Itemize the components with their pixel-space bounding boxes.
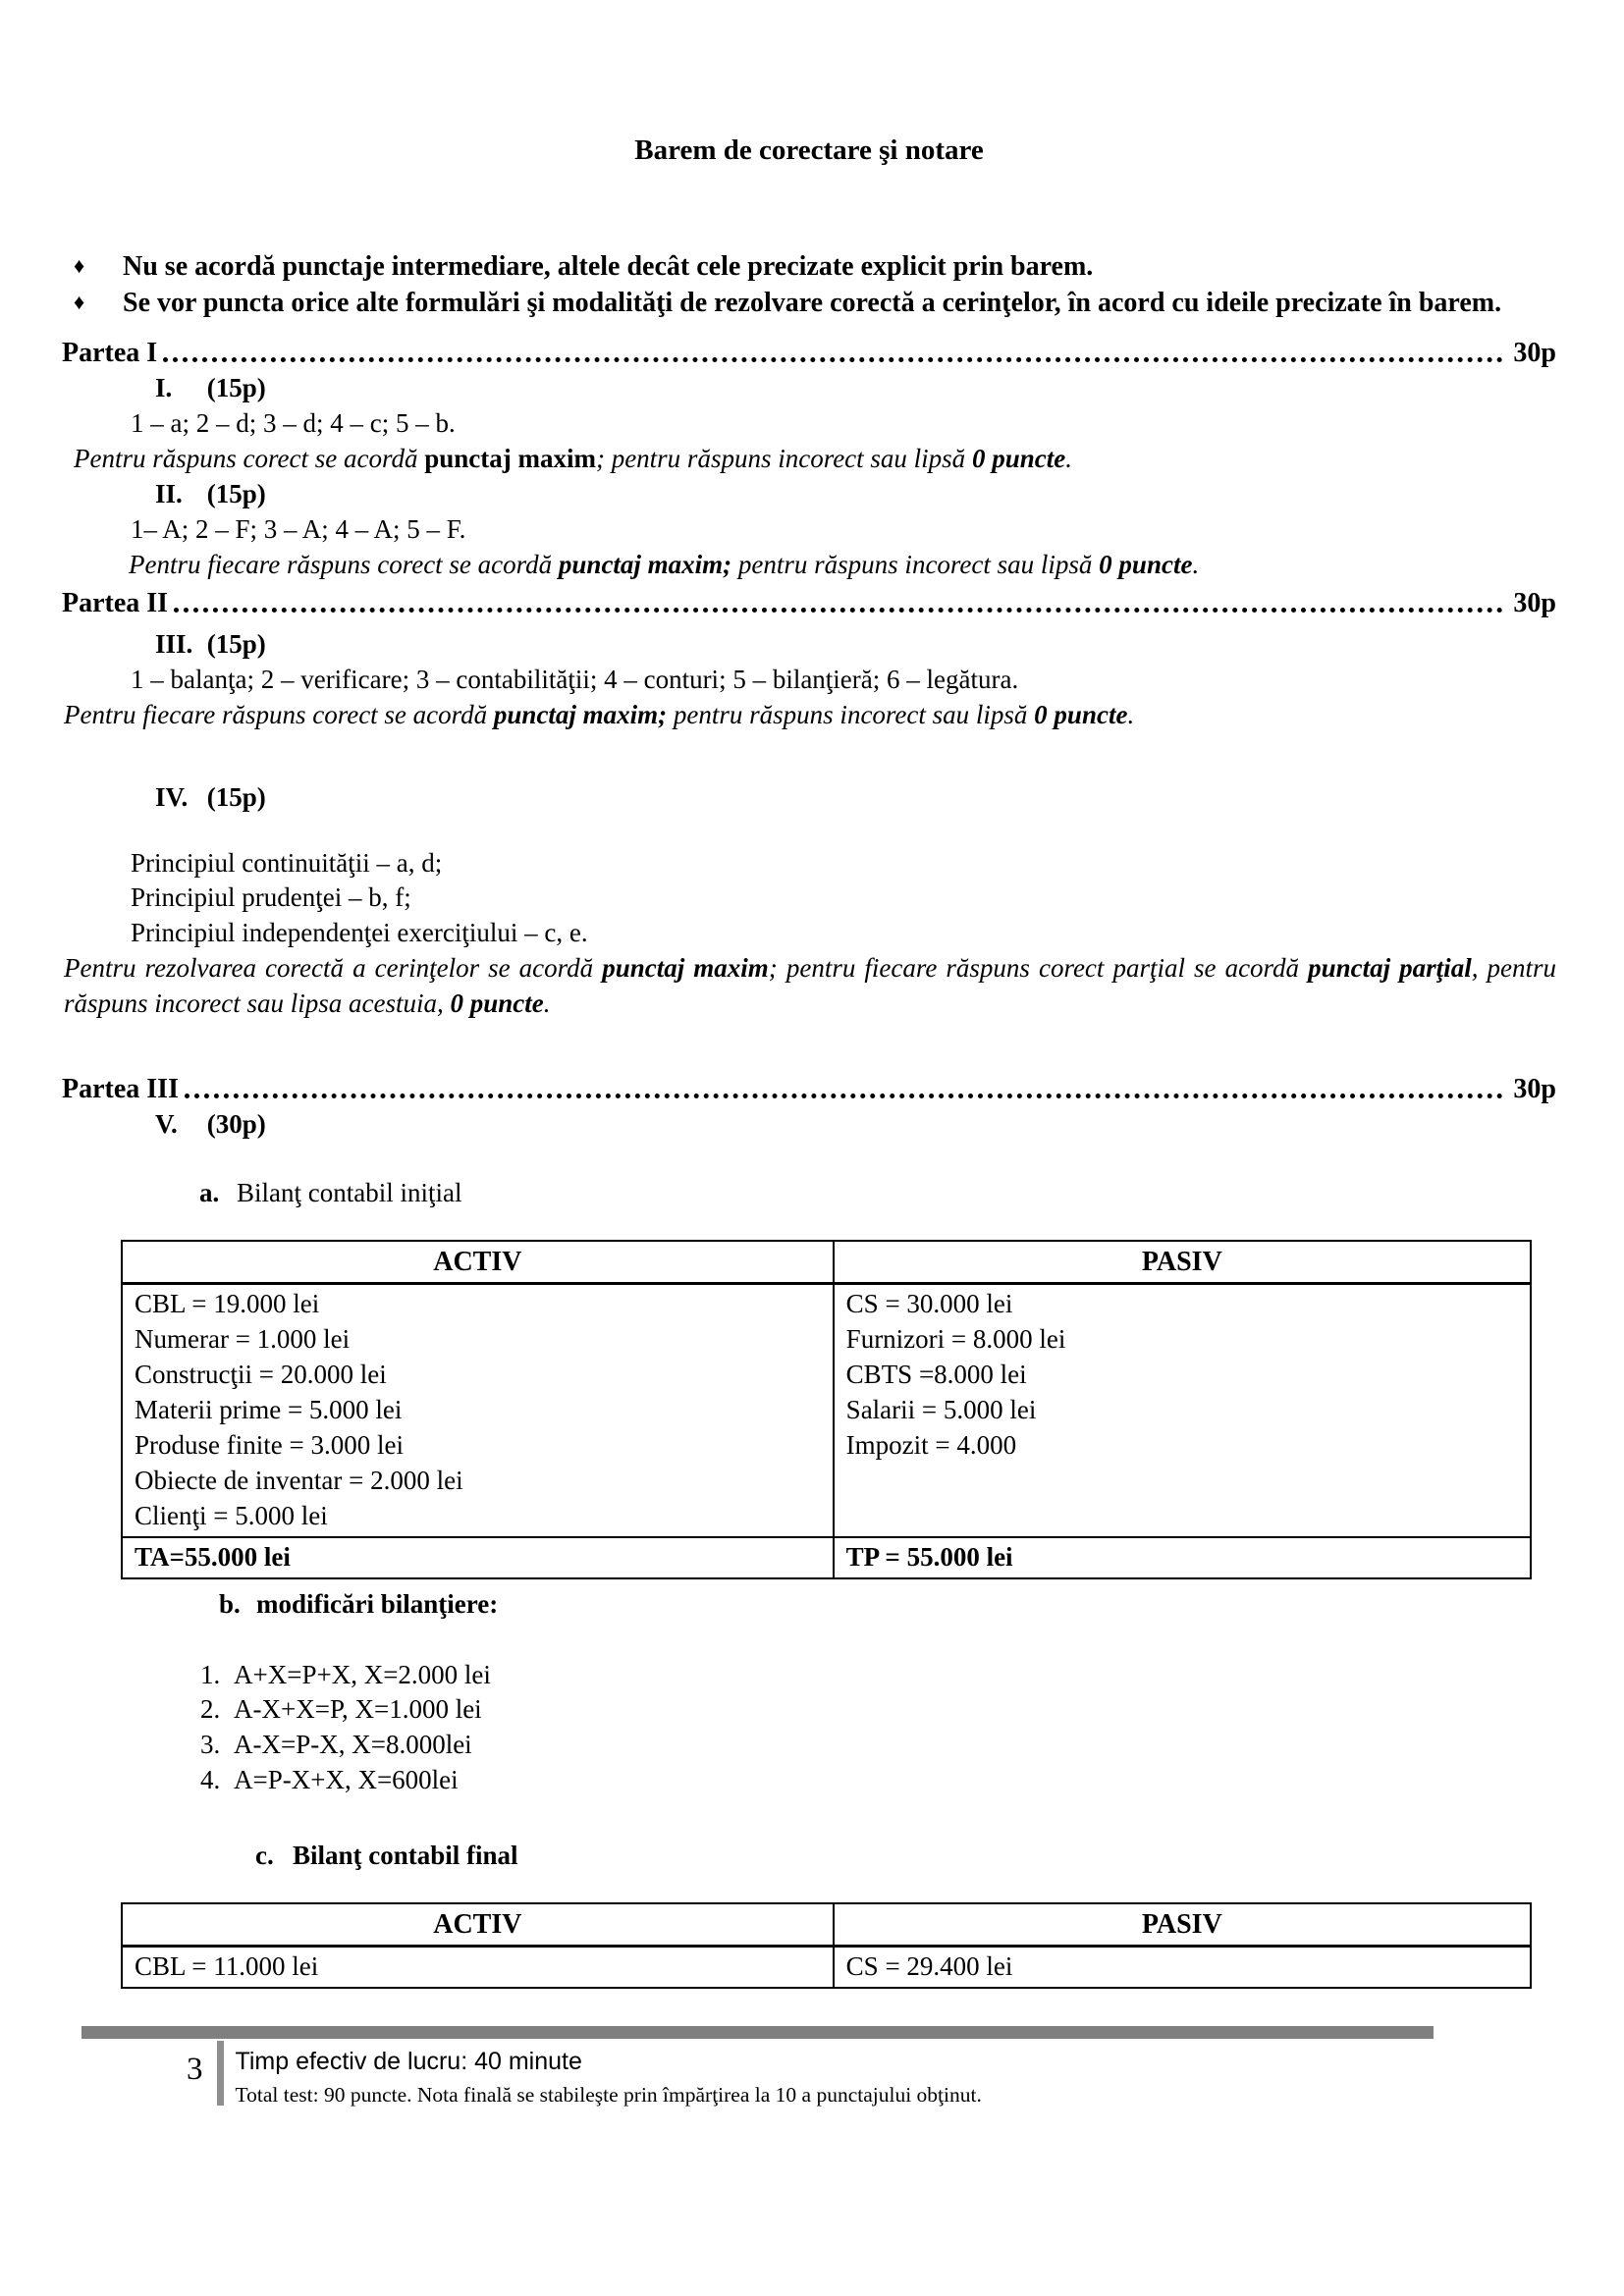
page-footer [0,2026,1624,2109]
activ-header: ACTIV [122,1241,834,1284]
page-title: Barem de corectare şi notare [634,134,984,166]
section-points: (15p) [206,373,266,403]
table-body-row [122,1284,1531,1537]
note-text: , pentru răspuns incorect sau lipsa acestuia, [64,953,1556,1019]
final-balance-table [121,1902,1532,1989]
note-text: . [543,988,551,1019]
bullet-text: Se vor puncta orice alte formulări şi modalităţi de rezolvare corectă a cerinţelor, în acord cu ideile precizate în barem. [123,287,1502,318]
bold-phrase: punctaj maxim; [493,699,668,729]
section-points: (15p) [206,781,266,812]
item-number: 2. [200,1694,221,1725]
section-1-note [74,442,1556,477]
section-points: (15p) [206,628,266,659]
page-number: 3 [187,2052,203,2087]
note-text: pentru răspuns incorect sau lipsă [667,699,1035,729]
activ-line: CBL = 19.000 lei [135,1289,320,1319]
bold-phrase: punctaj parţial [1308,953,1472,984]
part-2-heading [62,585,1556,621]
note-text: Pentru rezolvarea corectă a cerinţelor se acordă [64,953,603,984]
dot-leader [163,357,1503,362]
modification-item [200,1763,1556,1798]
pasiv-line: Furnizori = 8.000 lei [845,1324,1066,1355]
section-2-note [129,548,1556,583]
diamond-bullet-icon: ♦ [74,289,85,314]
section-3-note [64,698,1556,733]
activ-line: Produse finite = 3.000 lei [135,1430,404,1460]
part-1-heading [62,335,1556,371]
subitem-b-heading [219,1587,1556,1623]
principle-line: Principiul continuităţii – a, d; [131,847,443,878]
section-number: I. [155,373,173,403]
activ-line: Numerar = 1.000 lei [135,1324,351,1355]
table-total-row [122,1537,1531,1578]
pasiv-line: Impozit = 4.000 [845,1430,1017,1460]
subitem-c-heading [255,1839,1556,1874]
footer-time-note: Timp efectiv de lucru: 40 minute [235,2048,582,2075]
section-3-heading [155,627,1556,663]
bold-phrase: punctaj maxim; [558,549,732,579]
note-text: Pentru fiecare răspuns corect se acordă [64,699,494,729]
modification-item [200,1692,1556,1728]
section-2-answers: 1– A; 2 – F; 3 – A; 4 – A; 5 – F. [131,513,466,544]
bullet-list [62,248,1556,321]
section-number: V. [155,1109,178,1140]
activ-cell [122,1284,834,1537]
activ-line: Clienţi = 5.000 lei [135,1500,328,1530]
table-header-row [122,1241,1531,1284]
item-number: 4. [200,1765,221,1795]
pasiv-header: PASIV [834,1903,1531,1947]
bold-phrase: 0 puncte [971,444,1066,474]
section-5-heading [155,1107,1556,1143]
section-1-heading [155,371,1556,406]
dot-leader [185,1094,1503,1098]
pasiv-line: CS = 30.000 lei [845,1289,1013,1319]
total-activ: TA=55.000 lei [122,1537,834,1578]
note-text: ; pentru fiecare răspuns corect parţial se acordă [768,953,1309,984]
section-2-heading [155,477,1556,512]
item-number: 1. [200,1659,221,1689]
subitem-text: Bilanţ contabil final [293,1841,518,1871]
part-label: Partea I [62,338,158,369]
part-points: 30p [1513,587,1556,618]
subitem-label: c. [255,1841,274,1871]
note-text: Pentru fiecare răspuns corect se acordă [129,549,559,579]
pasiv-cell: CS = 29.400 lei [834,1947,1531,1988]
diamond-bullet-icon: ♦ [74,252,85,278]
footer-vertical-bar [217,2041,224,2106]
section-1-answers: 1 – a; 2 – d; 3 – d; 4 – c; 5 – b. [131,408,456,439]
pasiv-header: PASIV [834,1241,1531,1284]
part-3-heading [62,1071,1556,1107]
footer-text [236,2041,982,2109]
bullet-item [62,248,1556,285]
footer-total-note: Total test: 90 puncte. Nota finală se stabileşte prin împărţirea la 10 a punctajului obţinut. [235,2083,982,2107]
note-text: Pentru răspuns corect se acordă [74,444,425,474]
bold-phrase: punctaj maxim [424,444,596,474]
principles-list [131,846,1556,952]
footer-divider-bar [81,2026,1434,2039]
bold-phrase: 0 puncte [1099,549,1193,579]
activ-line: Construcţii = 20.000 lei [135,1360,387,1390]
section-3-answers: 1 – balanţa; 2 – verificare; 3 – contabilităţii; 4 – conturi; 5 – bilanţieră; 6 – legătura. [131,664,1019,694]
bullet-text: Nu se acordă punctaje intermediare, altele decât cele precizate explicit prin barem. [123,250,1094,282]
section-4-heading [155,780,1556,816]
subitem-a-heading [199,1176,1556,1211]
subitem-label: a. [199,1178,220,1208]
bold-phrase: 0 puncte [450,988,544,1019]
note-text: . [1192,549,1200,579]
bullet-item [62,285,1556,321]
pasiv-cell [834,1284,1531,1537]
section-number: III. [155,628,193,659]
activ-line: Obiecte de inventar = 2.000 lei [135,1465,463,1495]
footer-row [187,2041,1624,2109]
note-text: ; pentru răspuns incorect sau lipsă [595,444,972,474]
note-text: pentru răspuns incorect sau lipsă [731,549,1100,579]
dot-leader [174,608,1503,613]
table-body-row [122,1947,1531,1988]
note-text: . [1065,444,1072,474]
modification-item [200,1658,1556,1693]
table-header-row [122,1903,1531,1947]
modification-item [200,1728,1556,1763]
principle-line: Principiul prudenţei – b, f; [131,882,411,913]
part-points: 30p [1513,338,1556,369]
subitem-text: modificări bilanţiere: [256,1588,499,1619]
activ-cell: CBL = 11.000 lei [122,1947,834,1988]
section-number: IV. [155,781,189,812]
note-text: . [1127,699,1135,729]
item-text: A=P-X+X, X=600lei [234,1765,459,1795]
activ-header: ACTIV [122,1903,834,1947]
item-text: A-X+X=P, X=1.000 lei [234,1694,482,1725]
section-4-note [64,951,1556,1022]
section-points: (30p) [206,1109,266,1140]
bold-phrase: 0 puncte [1034,699,1128,729]
part-label: Partea II [62,587,169,618]
item-text: A-X=P-X, X=8.000lei [234,1730,472,1760]
item-text: A+X=P+X, X=2.000 lei [234,1659,491,1689]
part-points: 30p [1513,1074,1556,1105]
subitem-text: Bilanţ contabil iniţial [237,1178,462,1208]
modifications-list [200,1658,1556,1799]
part-label: Partea III [62,1074,179,1105]
bold-phrase: punctaj maxim [602,953,769,984]
total-pasiv: TP = 55.000 lei [834,1537,1531,1578]
item-number: 3. [200,1730,221,1760]
activ-line: Materii prime = 5.000 lei [135,1395,403,1425]
section-points: (15p) [206,478,266,508]
section-number: II. [155,478,183,508]
pasiv-line: Salarii = 5.000 lei [845,1395,1037,1425]
principle-line: Principiul independenţei exerciţiului – c, e. [131,918,588,948]
pasiv-line: CBTS =8.000 lei [845,1360,1027,1390]
subitem-label: b. [219,1588,241,1619]
initial-balance-table [121,1240,1532,1578]
